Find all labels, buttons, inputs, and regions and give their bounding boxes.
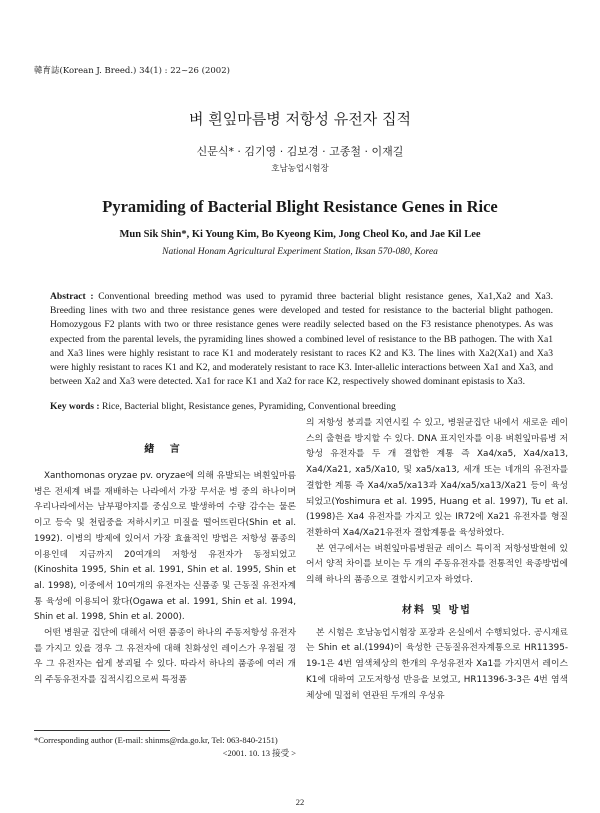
corresponding-author: *Corresponding author (E-mail: shinms@rda.go.kr, Tel: 063-840-2151) bbox=[34, 735, 278, 745]
abstract-text: Conventional breeding method was used to pyramid three bacterial blight resistance genes, Xa1,Xa2 and Xa3. Breeding lines with two and three resistance genes were developed and tested for resistance to the bacterial blight pathogen. Homozygous F2 plants with two or three resistance genes were readily selected based on the F3 resistance phenotypes. As was expected from the parental levels, the pyramiding lines showed a combined level of resistance to the BB pathogen. The with Xa1 and Xa3 lines were highly resistant to race K1 and moderately resistant to races K2 and K3. The lines with Xa2(Xa1) and Xa3 were highly resistant to races K1 and K2, and moderately resistant to race K3. Inter-allelic interactions between Xa1 and Xa3, and between Xa2 and Xa3 were detected. Xa1 for race K1 and Xa2 for race K2, respectively showed dominant epistasis to Xa3. bbox=[50, 291, 553, 388]
keywords-text: Rice, Bacterial blight, Resistance genes, Pyramiding, Conventional breeding bbox=[101, 401, 396, 412]
section-heading-methods: 材料 및 방법 bbox=[402, 604, 472, 616]
korean-title: 벼 흰잎마름병 저항성 유전자 집적 bbox=[189, 110, 411, 128]
methods-body bbox=[306, 626, 568, 705]
english-title: Pyramiding of Bacterial Blight Resistance Genes in Rice bbox=[102, 197, 498, 216]
left-column bbox=[34, 440, 296, 689]
introduction-body bbox=[34, 469, 296, 689]
section-heading-introduction: 緖 言 bbox=[144, 444, 186, 455]
english-authors: Mun Sik Shin*, Ki Young Kim, Bo Kyeong Kim, Jong Cheol Ko, and Jae Kil Lee bbox=[119, 229, 481, 240]
received-date: <2001. 10. 13 接受 > bbox=[222, 748, 296, 758]
abstract bbox=[50, 290, 553, 389]
footnote-divider bbox=[34, 730, 170, 731]
keywords-label: Key words : bbox=[50, 401, 100, 412]
english-affiliation: National Honam Agricultural Experiment Station, Iksan 570-080, Korea bbox=[162, 247, 438, 257]
methods-paragraph-1: 본 시험은 호남농업시험장 포장과 온실에서 수행되었다. 공시재료는 Shin et al.(1994)이 육성한 근동질유전자계통으로 HR11395-19-1은 4번 염색체상의 한개의 우성유전자 Xa1를 가지면서 레이스 K1에 대하여 고도저항성 반응을 보였고, HR11396-3-3은 4번 염색체상에 밀접히 연관된 두개의 우성유 bbox=[306, 627, 568, 701]
intro-paragraph-2: 어떤 병원균 집단에 대해서 어떤 품종이 하나의 주동저항성 유전자를 가지고 있을 경우 그 유전자에 대해 친화성인 레이스가 우점될 경우 그 유전자는 쉽게 붕괴될 수 있다. 따라서 하나의 품종에 여러 개의 주동유전자를 집적시킴으로써 특정품 bbox=[34, 628, 296, 686]
abstract-label: Abstract : bbox=[50, 291, 94, 302]
intro-paragraph-1: Xanthomonas oryzae pv. oryzae에 의해 유발되는 벼흰잎마름병은 전세계 벼를 재배하는 나라에서 가장 무서운 병 중의 하나이며 우리나라에서는 남부평야지를 중심으로 발생하여 수량 감수는 물론이고 등숙 및 천립중을 저하시키고 미질을 떨어뜨린다(Shin et al. 1992). 이병의 방제에 있어서 가장 효율적인 방법은 저항성 품종의 이용인데 지금까지 20여개의 저항성 유전자가 동정되었고(Kinoshita 1995, Shin et al. 1991, Shin et al. 1995, Shin et al. 1998), 이중에서 10여개의 유전자는 신품종 및 근동질 유전자계통 육성에 이용되어 왔다(Ogawa et al. 1991, Shin et al. 1994, Shin et al. 1998, Shin et al. 2000). bbox=[34, 471, 296, 623]
keywords bbox=[50, 401, 553, 412]
right-column bbox=[306, 416, 568, 704]
intro-paragraph-4: 본 연구에서는 벼흰잎마름병원균 레이스 특이적 저항성발현에 있어서 양적 차이를 보이는 두 개의 주동유전자를 전통적인 육종방법에 의해 하나의 품종으로 결합시키고자 하였다. bbox=[306, 543, 568, 586]
journal-citation: 韓育誌(Korean J. Breed.) 34(1) : 22~26 (2002) bbox=[34, 66, 230, 76]
intro-paragraph-3: 의 저항성 붕괴를 지연시킬 수 있고, 병원균집단 내에서 새로운 레이스의 출현을 방지할 수 있다. DNA 표지인자를 이용 벼흰잎마름병 저항성 유전자를 두 개 결합한 계통 즉 Xa4/xa5, Xa4/xa13, Xa4/Xa21, xa5/Xa10, 및 xa5/xa13, 세개 또는 네개의 유전자를 결합한 계통 즉 Xa4/xa5/xa13과 Xa4/xa5/xa13/Xa21 등이 육성되었고(Yoshimura et al. 1995, Huang et al. 1997), Tu et al.(1998)은 Xa4 유전자를 가지고 있는 IR72에 Xa21 유전자를 형질전환하여 Xa4/Xa21유전자 결합계통을 육성하였다. bbox=[306, 418, 568, 538]
korean-affiliation: 호남농업시험장 bbox=[271, 164, 329, 174]
right-column-body bbox=[306, 416, 568, 589]
page-number: 22 bbox=[295, 797, 305, 807]
footnote bbox=[34, 734, 296, 760]
korean-authors: 신문식* · 김기영 · 김보경 · 고종철 · 이재길 bbox=[196, 145, 404, 158]
